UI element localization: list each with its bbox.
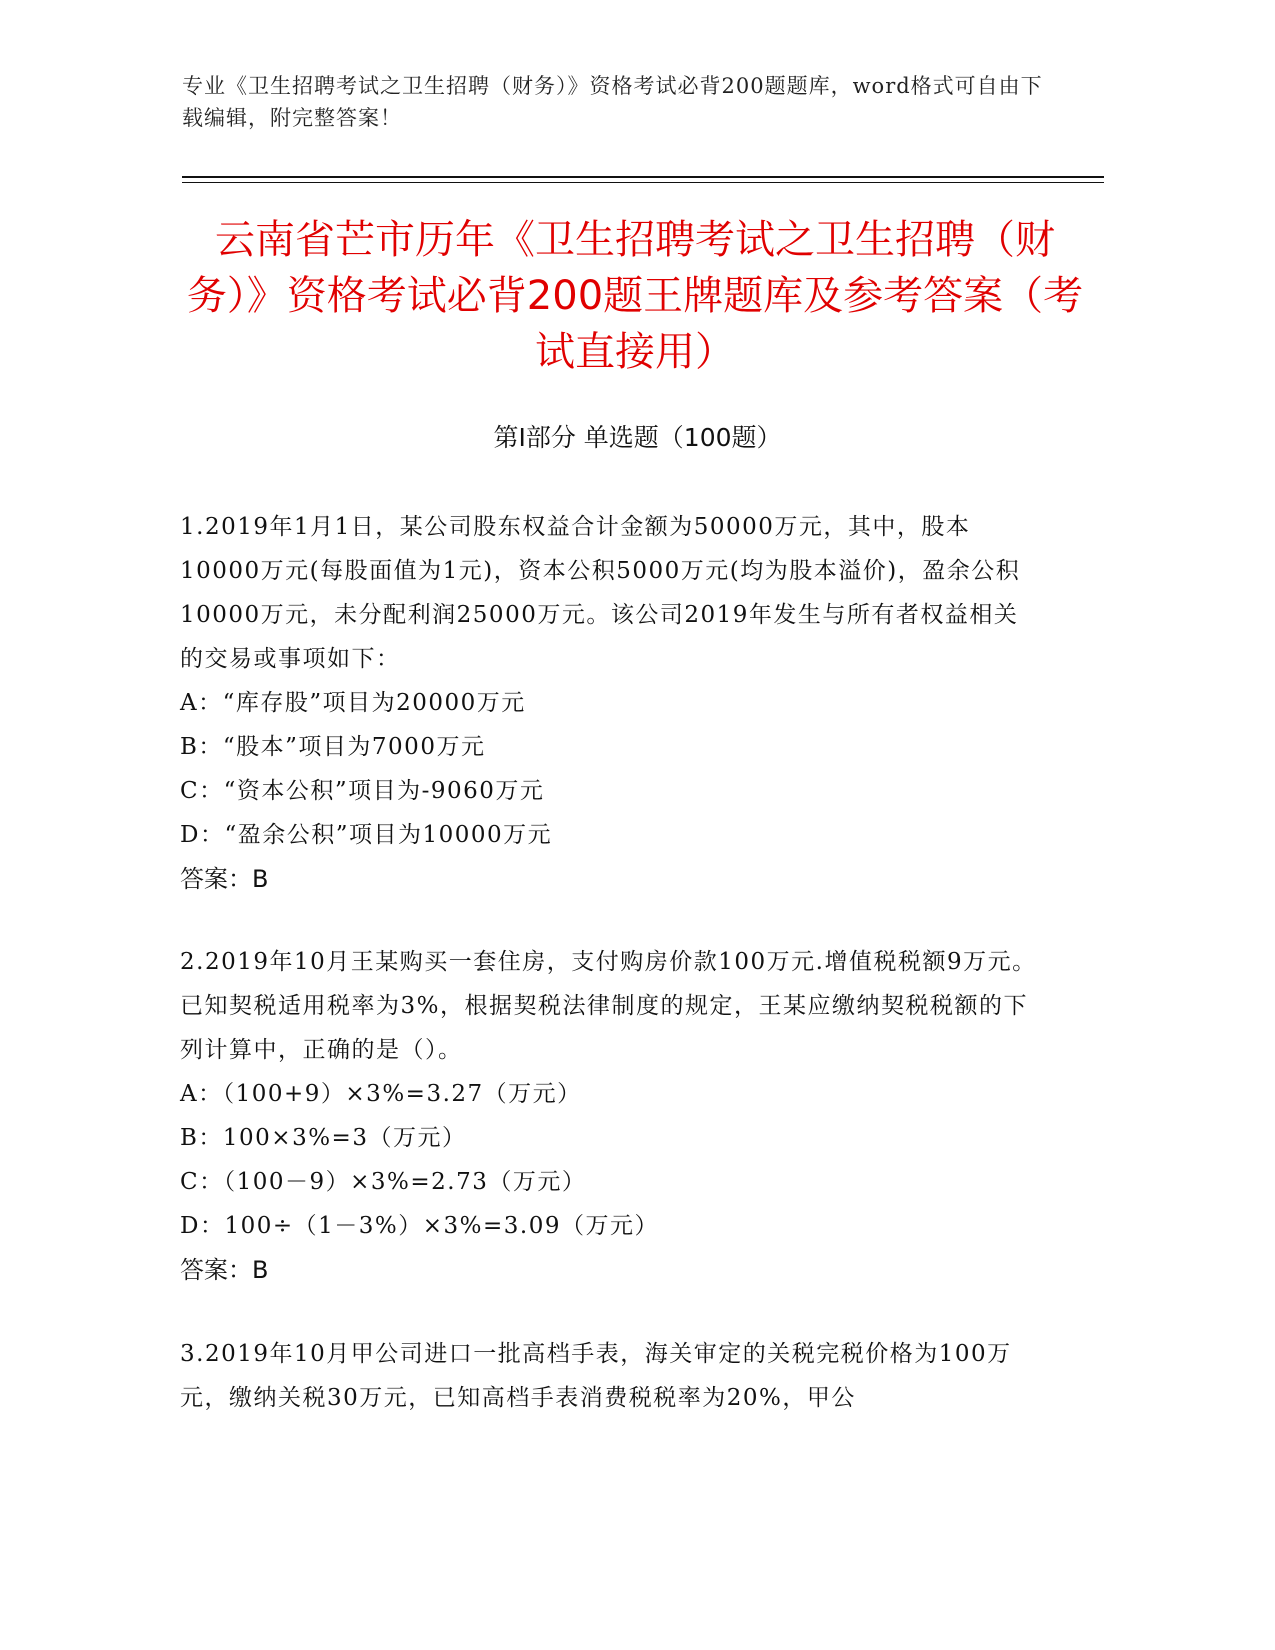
question-stem: 1.2019年1月1日，某公司股东权益合计金额为50000万元，其中，股本10000万元(每股面值为1元)，资本公积5000万元(均为股本溢价)，盈余公积10000万元，未分配利润25000万元。该公司2019年发生与所有者权益相关的交易或事项如下： xyxy=(180,514,1021,672)
header-divider-thick xyxy=(182,176,1104,178)
answer-label: 答案：B xyxy=(180,865,269,893)
section-title: 第Ⅰ部分 单选题（100题） xyxy=(493,423,782,452)
answer-label: 答案：B xyxy=(180,1256,269,1284)
option-c: C：“资本公积”项目为-9060万元 xyxy=(180,778,545,804)
option-c: C：（100－9）×3%=2.73（万元） xyxy=(180,1169,587,1195)
option-b: B：“股本”项目为7000万元 xyxy=(180,734,486,760)
document-title: 云南省芒市历年《卫生招聘考试之卫生招聘（财务）》资格考试必背200题王牌题库及参考答案（考试直接用） xyxy=(186,217,1084,375)
question-3 xyxy=(180,1332,1040,1420)
option-a: A：（100+9）×3%=3.27（万元） xyxy=(180,1081,582,1107)
header-note: 专业《卫生招聘考试之卫生招聘（财务）》资格考试必背200题题库，word格式可自由下载编辑，附完整答案！ xyxy=(182,74,1043,130)
option-d: D：100÷（1－3%）×3%=3.09（万元） xyxy=(180,1213,659,1239)
option-d: D：“盈余公积”项目为10000万元 xyxy=(180,822,553,848)
question-stem: 3.2019年10月甲公司进口一批高档手表，海关审定的关税完税价格为100万元，缴纳关税30万元，已知高档手表消费税税率为20%，甲公 xyxy=(180,1341,1012,1411)
question-2 xyxy=(180,940,1040,1292)
header-divider-thin xyxy=(182,182,1104,183)
question-stem: 2.2019年10月王某购买一套住房，支付购房价款100万元.增值税税额9万元。已知契税适用税率为3%，根据契税法律制度的规定，王某应缴纳契税税额的下列计算中，正确的是（）。 xyxy=(180,949,1037,1063)
option-b: B：100×3%=3（万元） xyxy=(180,1125,467,1151)
question-1 xyxy=(180,505,1040,901)
option-a: A：“库存股”项目为20000万元 xyxy=(180,690,526,716)
